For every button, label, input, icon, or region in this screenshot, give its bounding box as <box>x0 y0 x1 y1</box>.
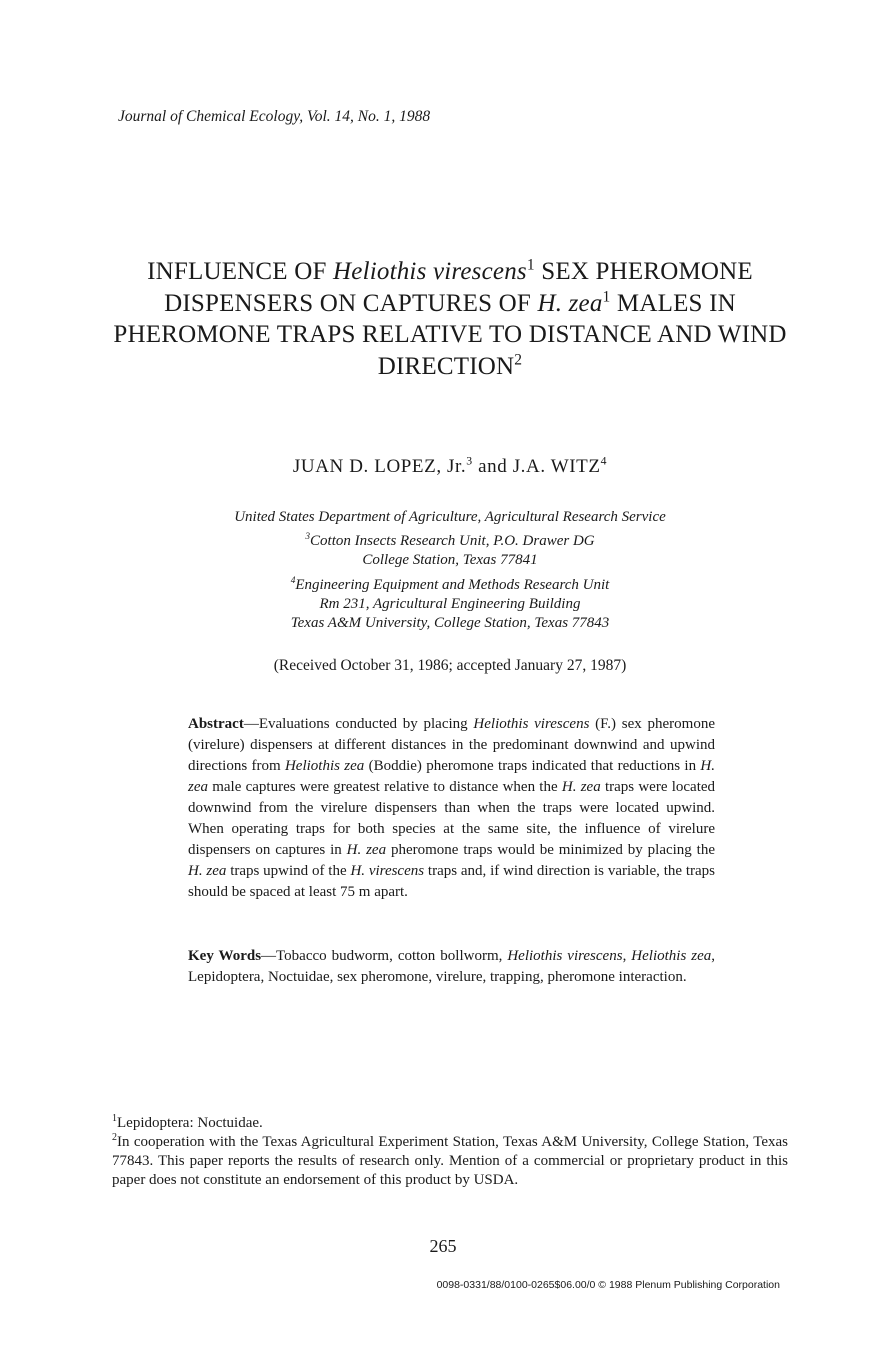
species-name: H. zea <box>188 758 715 795</box>
abstract-text: (Boddie) pheromone traps indicated that reductions in <box>364 758 701 774</box>
abstract-label: Abstract <box>188 716 244 732</box>
abstract-text: Evaluations conducted by placing <box>258 716 474 732</box>
affiliation-line: College Station, Texas 77841 <box>362 552 538 568</box>
affiliation-main: United States Department of Agriculture, Agricultural Research Service <box>234 509 666 525</box>
title-species-zea: H. zea <box>537 289 603 317</box>
footnote-1 <box>112 1114 788 1133</box>
keywords-dash: — <box>261 948 277 964</box>
title-footnote-ref: 2 <box>514 351 523 369</box>
author-affiliation-ref: 4 <box>600 454 608 468</box>
affiliation-marker: 3 <box>305 532 311 542</box>
keywords-text: , Lepidoptera, Noctuidae, sex pheromone, virelure, trapping, pheromone interaction. <box>188 948 715 985</box>
author-affiliation-ref: 3 <box>466 454 473 468</box>
author-name: J.A. WITZ <box>512 456 601 477</box>
affiliation-3 <box>150 532 750 570</box>
affiliation-marker: 4 <box>290 576 296 586</box>
species-name: Heliothis virescens <box>507 948 623 964</box>
title-text: INFLUENCE OF <box>147 258 334 285</box>
author-list <box>150 456 750 478</box>
footnote-text: In cooperation with the Texas Agricultural Experiment Station, Texas A&M University, College Station, Texas 77843. This paper reports the results of research only. Mention of a commercial or proprietary product in this paper does not constitute an endorsement of this product by USDA. <box>112 1134 788 1188</box>
abstract-text: (F.) sex pheromone (virelure) dispensers at different distances in the predominant downwind and upwind directions from <box>188 716 715 774</box>
keywords-text: , <box>622 948 632 964</box>
title-species-virescens: Heliothis virescens <box>333 258 527 285</box>
keywords-label: Key Words <box>188 948 262 964</box>
species-name: H. virescens <box>350 863 425 879</box>
abstract-text: traps were located downwind from the virelure dispensers than when the traps were located upwind. When operating traps for both species at the same site, the influence of virelure dispensers on captures in <box>188 779 716 858</box>
footnote-2 <box>112 1133 788 1190</box>
title-text: MALES IN PHEROMONE TRAPS RELATIVE TO DISTANCE AND WIND DIRECTION <box>113 289 787 380</box>
footnote-number: 1 <box>112 1113 117 1124</box>
affiliation-line: Rm 231, Agricultural Engineering Building <box>319 596 581 612</box>
abstract-text: traps upwind of the <box>226 863 351 879</box>
species-name: H. zea <box>188 863 227 879</box>
title-footnote-ref: 1 <box>602 288 611 306</box>
footnote-number: 2 <box>112 1132 117 1143</box>
key-words <box>188 946 715 988</box>
title-footnote-ref: 1 <box>526 256 535 274</box>
author-name: JUAN D. LOPEZ, Jr. <box>292 456 467 477</box>
species-name: Heliothis zea <box>631 948 712 964</box>
keywords-text: Tobacco budworm, cotton bollworm, <box>276 948 508 964</box>
affiliation-line: Engineering Equipment and Methods Research Unit <box>295 577 610 593</box>
abstract-text: pheromone traps would be minimized by placing the <box>386 842 716 858</box>
abstract-dash: — <box>243 716 259 732</box>
species-name: Heliothis zea <box>284 758 365 774</box>
affiliation-line: Texas A&M University, College Station, Texas 77843 <box>290 615 610 631</box>
affiliation-4 <box>150 576 750 633</box>
species-name: H. zea <box>346 842 387 858</box>
species-name: H. zea <box>561 779 601 795</box>
paper-title <box>110 256 790 382</box>
affiliation-line: Cotton Insects Research Unit, P.O. Drawer DG <box>310 533 595 549</box>
species-name: Heliothis virescens <box>473 716 590 732</box>
footnote-text: Lepidoptera: Noctuidae. <box>117 1115 263 1131</box>
abstract <box>188 714 715 903</box>
received-dates: (Received October 31, 1986; accepted January 27, 1987) <box>273 657 627 674</box>
author-conjunction: and <box>472 456 513 477</box>
copyright-line: 0098-0331/88/0100-0265$06.00/0 © 1988 Plenum Publishing Corporation <box>436 1279 780 1291</box>
abstract-text: traps and, if wind direction is variable, the traps should be spaced at least 75 m apart. <box>188 863 715 900</box>
abstract-text: male captures were greatest relative to distance when the <box>208 779 562 795</box>
page-number: 265 <box>429 1236 457 1256</box>
title-text: SEX PHEROMONE DISPENSERS ON CAPTURES OF <box>164 258 753 317</box>
journal-citation: Journal of Chemical Ecology, Vol. 14, No. 1, 1988 <box>118 108 431 125</box>
